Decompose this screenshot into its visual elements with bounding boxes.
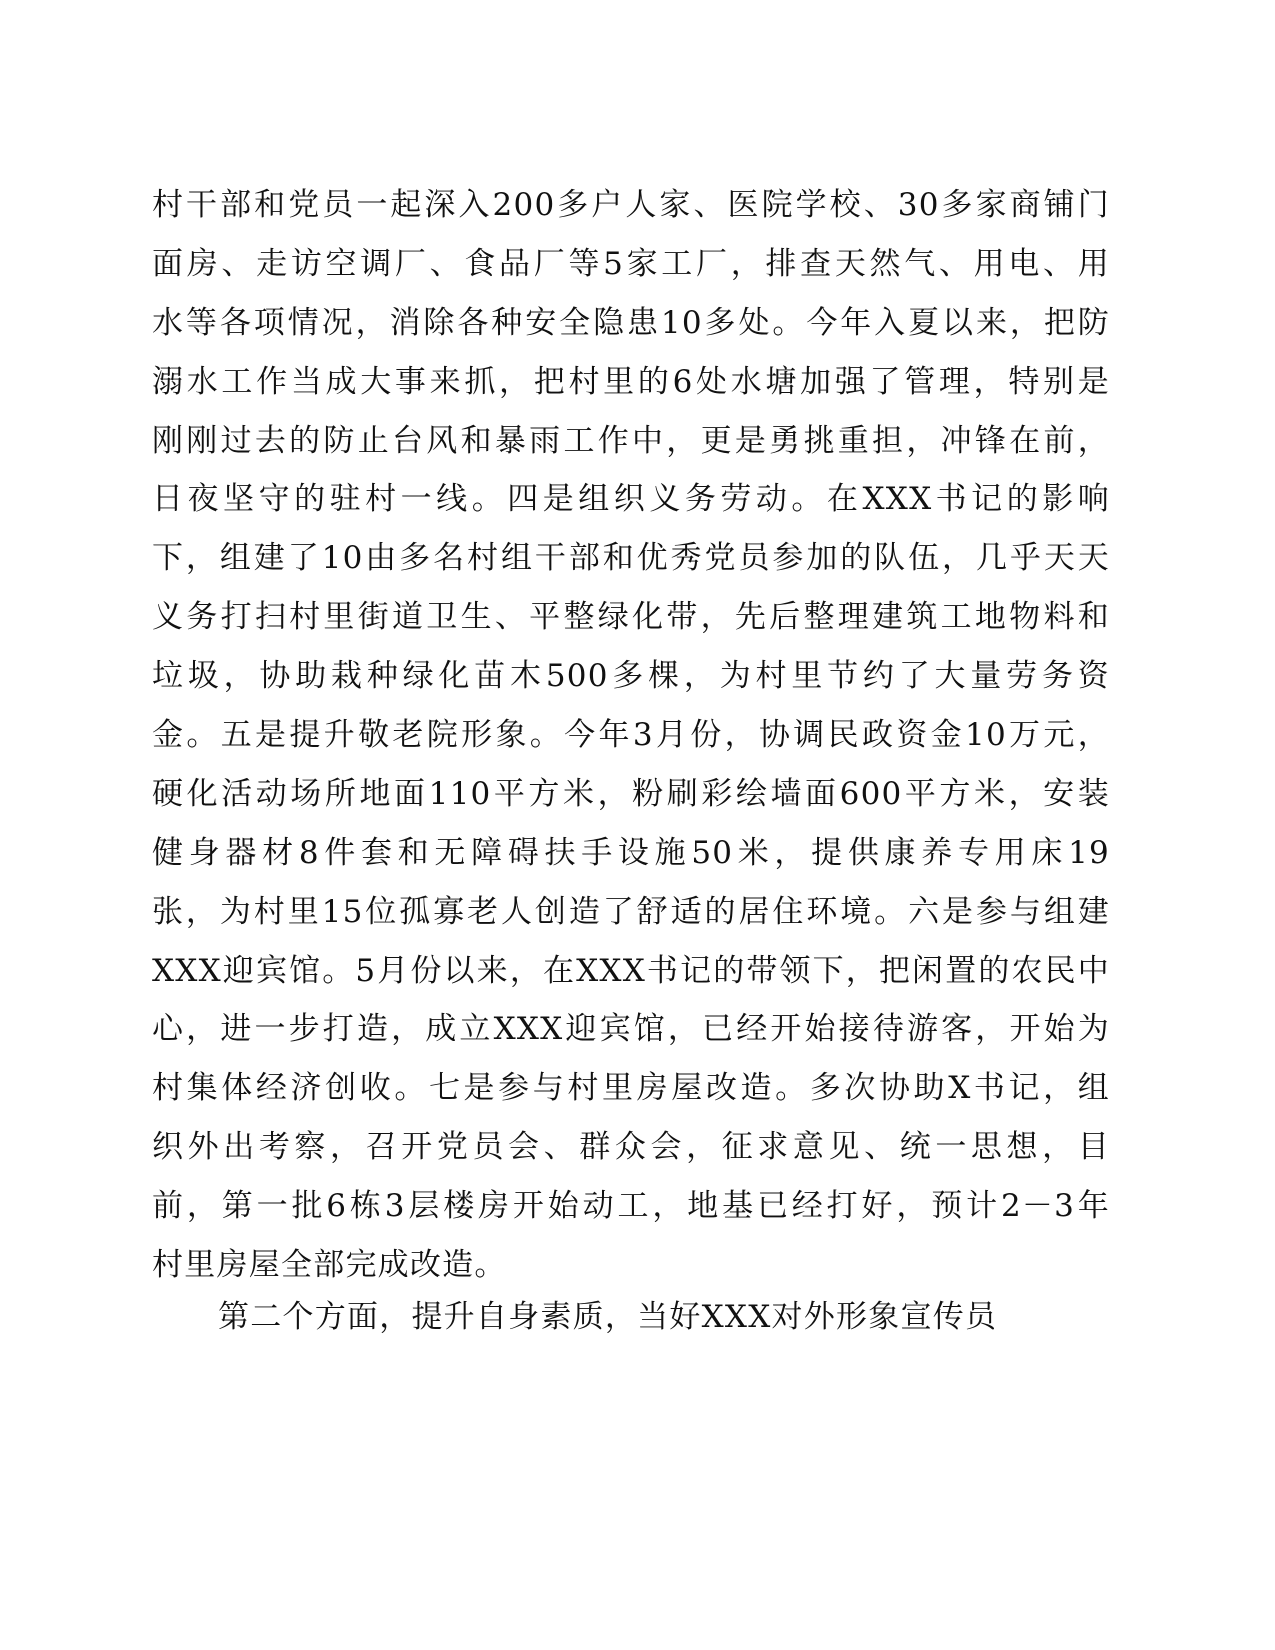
paragraph-line: 前，第一批6栋3层楼房开始动工，地基已经打好，预计2－3年 (152, 1188, 1110, 1225)
paragraph-line: 村集体经济创收。七是参与村里房屋改造。多次协助X书记，组 (152, 1070, 1110, 1107)
section-heading: 第二个方面，提升自身素质，当好XXX对外形象宣传员 (218, 1299, 998, 1335)
paragraph-line: 心，进一步打造，成立XXX迎宾馆，已经开始接待游客，开始为 (152, 1011, 1110, 1048)
body-paragraph (152, 176, 1110, 1295)
paragraph-line: 面房、走访空调厂、食品厂等5家工厂，排查天然气、用电、用 (152, 245, 1110, 282)
paragraph-line: 义务打扫村里街道卫生、平整绿化带，先后整理建筑工地物料和 (152, 599, 1110, 636)
paragraph-line: 张，为村里15位孤寡老人创造了舒适的居住环境。六是参与组建 (152, 893, 1110, 930)
paragraph-line: 刚刚过去的防止台风和暴雨工作中，更是勇挑重担，冲锋在前， (152, 422, 1110, 459)
paragraph-line: 金。五是提升敬老院形象。今年3月份，协调民政资金10万元， (152, 717, 1110, 754)
paragraph-line: 下，组建了10由多名村组干部和优秀党员参加的队伍，几乎天天 (152, 540, 1110, 577)
paragraph-line-last: 村里房屋全部完成改造。 (152, 1247, 507, 1284)
paragraph-line: 水等各项情况，消除各种安全隐患10多处。今年入夏以来，把防 (152, 304, 1110, 341)
paragraph-line: 健身器材8件套和无障碍扶手设施50米，提供康养专用床19 (152, 834, 1110, 871)
paragraph-line: 硬化活动场所地面110平方米，粉刷彩绘墙面600平方米，安装 (152, 775, 1110, 812)
paragraph-line: 垃圾，协助栽种绿化苗木500多棵，为村里节约了大量劳务资 (152, 658, 1110, 695)
paragraph-line: 织外出考察，召开党员会、群众会，征求意见、统一思想，目 (152, 1129, 1110, 1166)
paragraph-line: 溺水工作当成大事来抓，把村里的6处水塘加强了管理，特别是 (152, 363, 1110, 400)
paragraph-line: 村干部和党员一起深入200多户人家、医院学校、30多家商铺门 (152, 187, 1110, 223)
paragraph-line: XXX迎宾馆。5月份以来，在XXX书记的带领下，把闲置的农民中 (152, 952, 1110, 989)
paragraph-line: 日夜坚守的驻村一线。四是组织义务劳动。在XXX书记的影响 (152, 481, 1110, 518)
